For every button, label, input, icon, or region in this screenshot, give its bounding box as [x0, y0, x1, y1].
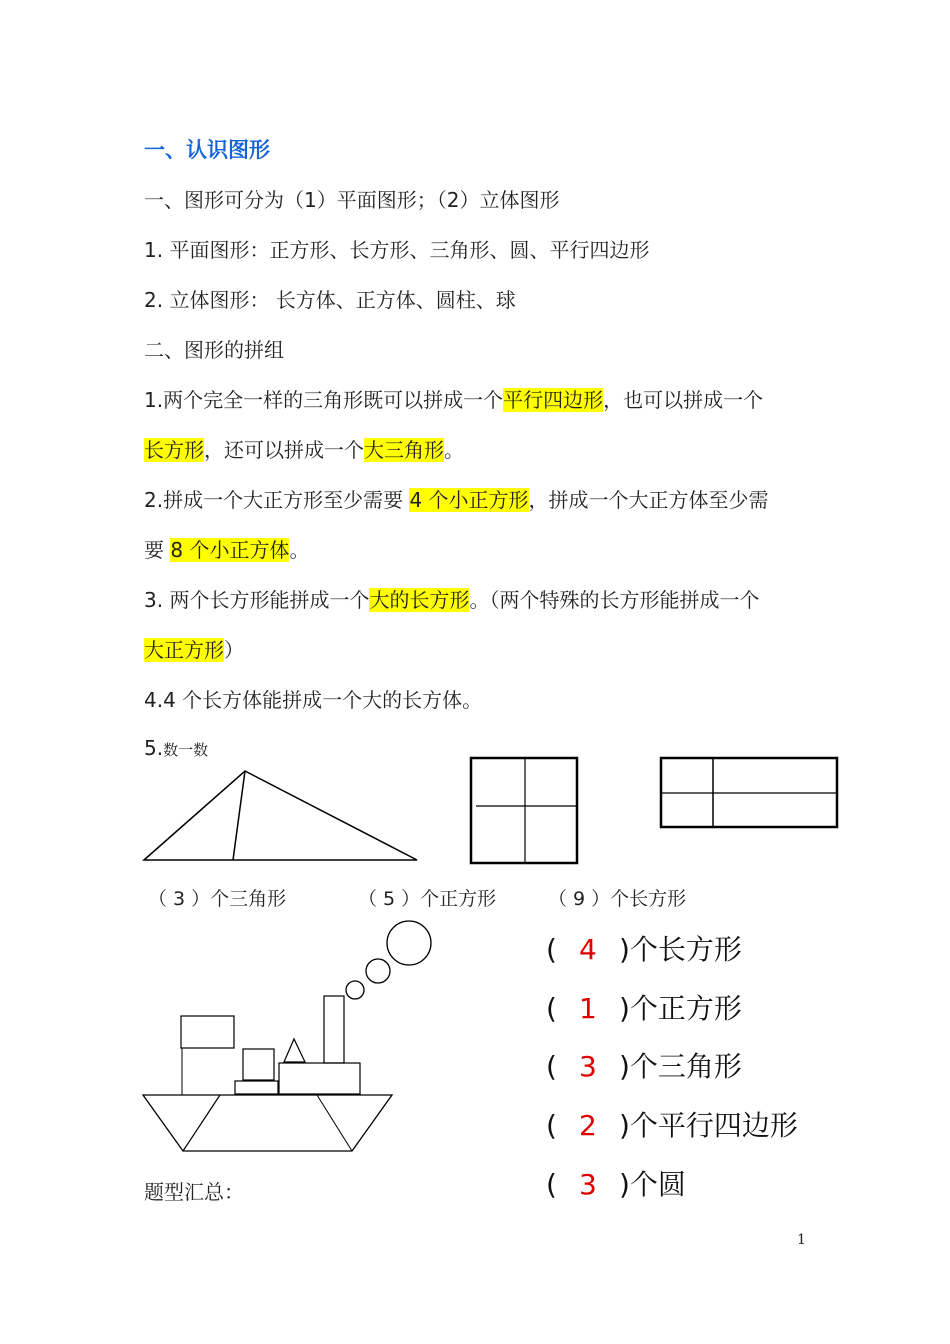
answer-number: 1	[579, 992, 597, 1025]
smoke-circle-large	[387, 921, 431, 965]
text-line-1: 一、图形可分为（1）平面图形；（2）立体图形	[144, 188, 560, 212]
triangle-figure	[140, 766, 422, 864]
square-outline	[471, 758, 577, 863]
cabin-base	[235, 1081, 278, 1094]
smoke-circle-medium	[366, 959, 390, 983]
answer-open-paren: (	[546, 933, 557, 966]
answer-open-paren: (	[546, 992, 557, 1025]
caption-rectangles: （ 9 ）个长方形	[548, 888, 687, 910]
answer-open-paren: (	[546, 1168, 557, 1201]
answer-open-paren: (	[546, 1109, 557, 1142]
answer-circles	[546, 1163, 686, 1203]
page-number: 1	[797, 1232, 806, 1248]
text-line-4: 二、图形的拼组	[144, 338, 284, 362]
answer-label: )个圆	[618, 1168, 686, 1201]
line7-a: 2.拼成一个大正方形至少需要	[144, 488, 404, 512]
hull-right-divider	[317, 1095, 352, 1151]
highlight-8-cubes: 8 个小正方体	[170, 538, 290, 562]
highlight-big-square: 大正方形	[144, 638, 224, 662]
text-line-10	[144, 636, 244, 664]
line9-a: 3. 两个长方形能拼成一个	[144, 588, 370, 612]
line6-a: ，还可以拼成一个	[204, 438, 364, 462]
answer-number: 2	[579, 1109, 597, 1142]
caption-triangles: （ 3 ）个三角形	[148, 888, 287, 910]
hull-outline	[143, 1095, 392, 1151]
line7-b: ，拼成一个大正方体至少需	[528, 488, 769, 512]
answer-number: 3	[579, 1168, 597, 1201]
flag-rectangle	[181, 1016, 234, 1048]
highlight-parallelogram: 平行四边形	[503, 388, 604, 412]
answer-parallelograms	[546, 1104, 798, 1144]
highlight-rectangle: 长方形	[144, 438, 204, 462]
answer-number: 3	[579, 1050, 597, 1083]
text-line-8	[144, 536, 309, 564]
line8-a: 要	[144, 538, 164, 562]
line8-b: 。	[289, 538, 310, 562]
highlight-4-squares: 4 个小正方形	[409, 488, 529, 512]
answer-label: )个三角形	[618, 1050, 742, 1083]
answer-label: )个长方形	[618, 933, 742, 966]
answer-label: )个平行四边形	[618, 1109, 798, 1142]
answer-rectangles	[546, 928, 742, 968]
line12-a: 5.	[144, 736, 164, 760]
answer-open-paren: (	[546, 1050, 557, 1083]
line5-b: ，也可以拼成一个	[603, 388, 764, 412]
text-line-11: 4.4 个长方体能拼成一个大的长方体。	[144, 688, 483, 712]
smoke-circle-small	[346, 981, 364, 999]
text-line-9	[144, 586, 759, 614]
hull-left-divider	[183, 1095, 220, 1151]
caption-squares: （ 5 ）个正方形	[358, 888, 497, 910]
small-triangle	[284, 1039, 305, 1062]
line12-b: 数一数	[163, 741, 209, 759]
text-line-12	[144, 734, 208, 764]
engine-block	[279, 1063, 360, 1094]
text-line-7	[144, 486, 769, 514]
text-line-2: 1. 平面图形：正方形、长方形、三角形、圆、平行四边形	[144, 238, 650, 262]
cabin-square	[243, 1049, 274, 1080]
boat-figure	[140, 915, 440, 1155]
section-title: 一、认识图形	[144, 138, 270, 162]
chimney	[324, 996, 344, 1063]
rectangle-grid-figure	[658, 755, 842, 831]
square-grid-figure	[468, 755, 580, 867]
answer-label: )个正方形	[618, 992, 742, 1025]
answer-number: 4	[579, 933, 597, 966]
triangle-divider	[233, 771, 245, 860]
highlight-big-triangle: 大三角形	[364, 438, 444, 462]
text-line-5	[144, 386, 763, 414]
triangle-outline	[144, 771, 417, 860]
line10-b: ）	[224, 638, 244, 662]
answer-squares	[546, 987, 742, 1027]
answer-triangles	[546, 1045, 742, 1085]
footer-question-types: 题型汇总：	[144, 1180, 244, 1204]
line9-b: 。（两个特殊的长方形能拼成一个	[469, 588, 760, 612]
text-line-6	[144, 436, 464, 464]
line6-b: 。	[444, 438, 464, 462]
line5-a: 1.两个完全一样的三角形既可以拼成一个	[144, 388, 504, 412]
text-line-3: 2. 立体图形： 长方体、正方体、圆柱、球	[144, 288, 516, 312]
highlight-big-rectangle: 大的长方形	[369, 588, 470, 612]
